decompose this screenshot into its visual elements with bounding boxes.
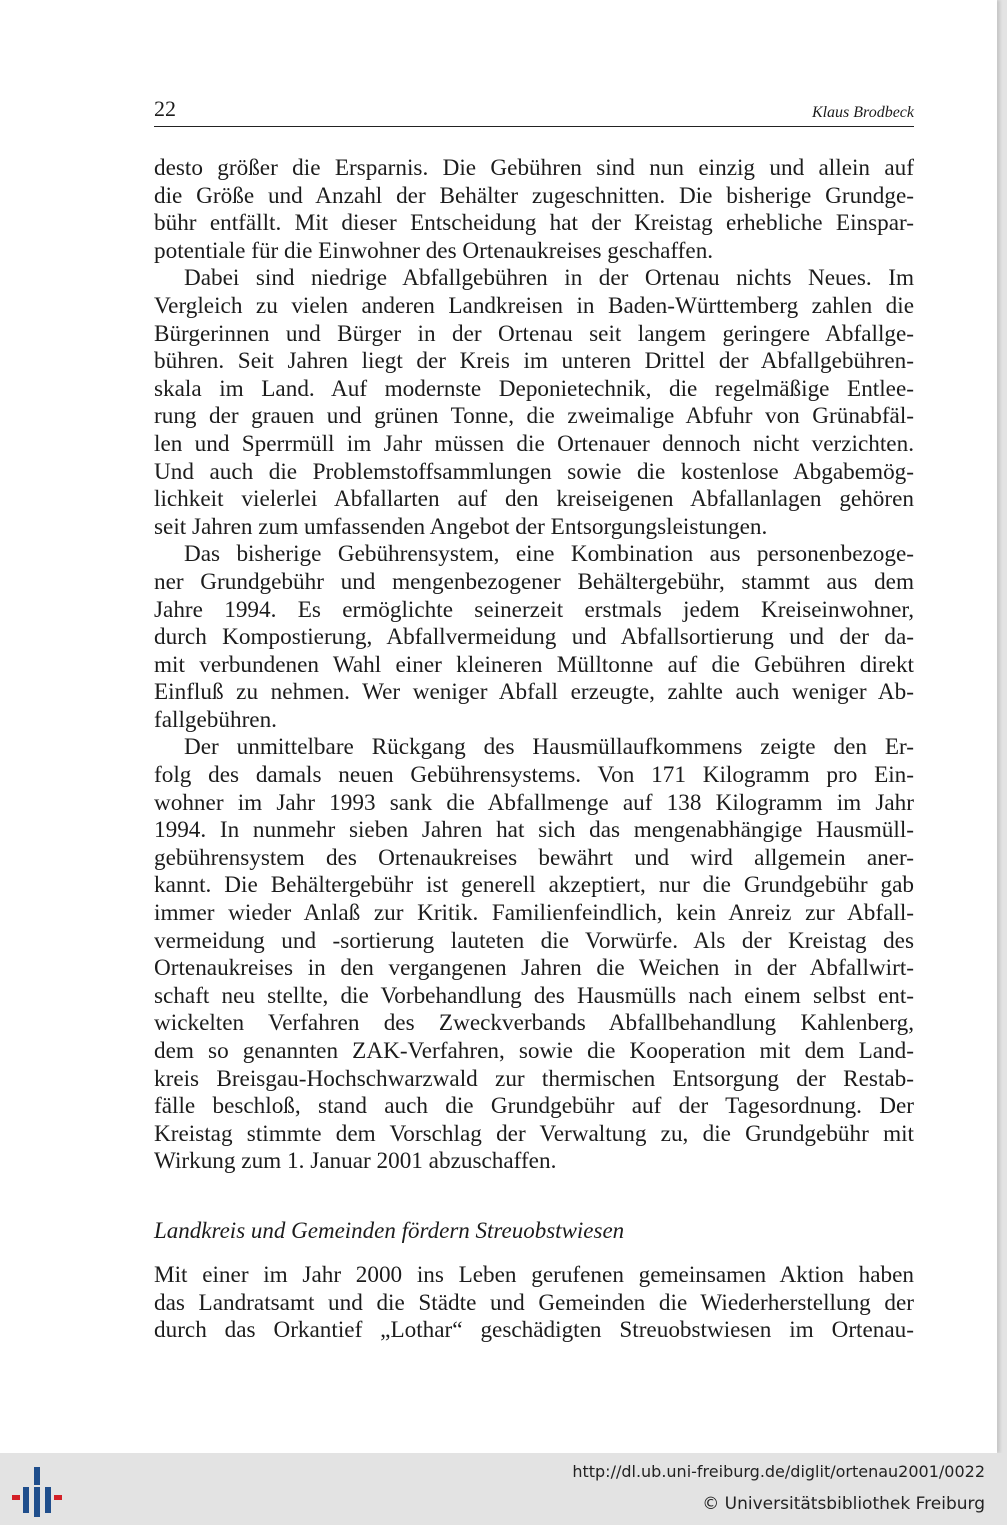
text-line: wickelten Verfahren des Zweckverbands Abfallbehandlung Kahlenberg, — [154, 1010, 914, 1037]
source-url-link[interactable]: http://dl.ub.uni-freiburg.de/diglit/ortenau2001/0022 — [572, 1462, 985, 1481]
text-line: schaft neu stellte, die Vorbehandlung des Hausmülls nach einem selbst ent- — [154, 982, 914, 1009]
text-line: durch das Orkantief „Lothar“ geschädigten Streuobstwiesen im Ortenau- — [154, 1317, 914, 1344]
text-line: skala im Land. Auf modernste Deponietechnik, die regelmäßige Entlee- — [154, 375, 914, 402]
text-line: ner Grundgebühr und mengenbezogener Behältergebühr, stammt aus dem — [154, 568, 914, 595]
text-line: bühr entfällt. Mit dieser Entscheidung hat der Kreistag erhebliche Einspar- — [154, 210, 914, 237]
text-line: bühren. Seit Jahren liegt der Kreis im unteren Drittel der Abfallgebühren- — [154, 348, 914, 375]
text-line: fallgebühren. — [154, 706, 277, 733]
text-line: mit verbundenen Wahl einer kleineren Mülltonne auf die Gebühren direkt — [154, 651, 914, 678]
text-line: gebührensystem des Ortenaukreises bewährt und wird allgemein aner- — [154, 844, 914, 871]
text-line: Das bisherige Gebührensystem, eine Kombination aus personenbezoge- — [184, 541, 914, 568]
text-line: Jahre 1994. Es ermöglichte seinerzeit erstmals jedem Kreiseinwohner, — [154, 596, 914, 623]
section-heading: Landkreis und Gemeinden fördern Streuobstwiesen — [154, 1218, 625, 1243]
text-line: die Größe und Anzahl der Behälter zugeschnitten. Die bisherige Grundge- — [154, 182, 914, 209]
text-line: kreis Breisgau-Hochschwarzwald zur thermischen Entsorgung der Restab- — [154, 1065, 914, 1092]
text-line: Dabei sind niedrige Abfallgebühren in der Ortenau nichts Neues. Im — [184, 265, 914, 292]
text-line: desto größer die Ersparnis. Die Gebühren sind nun einzig und allein auf — [154, 155, 914, 181]
text-line: Kreistag stimmte dem Vorschlag der Verwaltung zu, die Grundgebühr mit — [154, 1120, 914, 1147]
section-body-text — [154, 1262, 914, 1345]
text-line: Vergleich zu vielen anderen Landkreisen in Baden-Württemberg zahlen die — [154, 292, 914, 319]
text-line: lichkeit vielerlei Abfallarten auf den kreiseigenen Abfallanlagen gehören — [154, 486, 914, 513]
running-head-author: Klaus Brodbeck — [811, 104, 914, 121]
text-line: Einfluß zu nehmen. Wer weniger Abfall erzeugte, zahlte auch weniger Ab- — [154, 679, 914, 706]
text-line: Mit einer im Jahr 2000 ins Leben gerufenen gemeinsamen Aktion haben — [154, 1262, 914, 1288]
text-line: rung der grauen und grünen Tonne, die zweimalige Abfuhr von Grünabfäl- — [154, 403, 914, 430]
text-line: folg des damals neuen Gebührensystems. Von 171 Kilogramm pro Ein- — [154, 762, 914, 789]
body-text — [154, 155, 914, 1176]
text-line: Und auch die Problemstoffsammlungen sowie die kostenlose Abgabemög- — [154, 458, 914, 485]
text-line: len und Sperrmüll im Jahr müssen die Ortenauer dennoch nicht verzichten. — [154, 430, 914, 457]
text-line: wohner im Jahr 1993 sank die Abfallmenge auf 138 Kilogramm im Jahr — [154, 789, 914, 816]
university-library-logo-icon — [10, 1465, 66, 1519]
text-line: seit Jahren zum umfassenden Angebot der Entsorgungsleistungen. — [154, 513, 768, 540]
text-line: potentiale für die Einwohner des Ortenaukreises geschaffen. — [154, 237, 714, 264]
text-line: fälle beschloß, stand auch die Grundgebühr auf der Tagesordnung. Der — [154, 1093, 914, 1120]
text-line: dem so genannten ZAK-Verfahren, sowie die Kooperation mit dem Land- — [154, 1038, 914, 1064]
text-line: das Landratsamt und die Städte und Gemeinden die Wiederherstellung der — [154, 1289, 914, 1316]
text-line: Bürgerinnen und Bürger in der Ortenau seit langem geringere Abfallge- — [154, 320, 914, 347]
text-line: vermeidung und -sortierung lauteten die Vorwürfe. Als der Kreistag des — [154, 927, 914, 954]
text-line: Der unmittelbare Rückgang des Hausmüllaufkommens zeigte den Er- — [184, 734, 914, 761]
text-line: Wirkung zum 1. Januar 2001 abzuschaffen. — [154, 1148, 557, 1175]
text-line: durch Kompostierung, Abfallvermeidung und Abfallsortierung und der da- — [154, 624, 914, 651]
text-line: 1994. In nunmehr sieben Jahren hat sich das mengenabhängige Hausmüll- — [154, 817, 914, 844]
text-line: immer wieder Anlaß zur Kritik. Familienfeindlich, kein Anreiz zur Abfall- — [154, 900, 914, 927]
copyright-notice: © Universitätsbibliothek Freiburg — [702, 1494, 985, 1514]
page-number: 22 — [154, 96, 176, 121]
running-head — [154, 96, 914, 127]
text-line: kannt. Die Behältergebühr ist generell akzeptiert, nur die Grundgebühr gab — [154, 872, 914, 899]
text-line: Ortenaukreises in den vergangenen Jahren die Weichen in der Abfallwirt- — [154, 955, 914, 982]
